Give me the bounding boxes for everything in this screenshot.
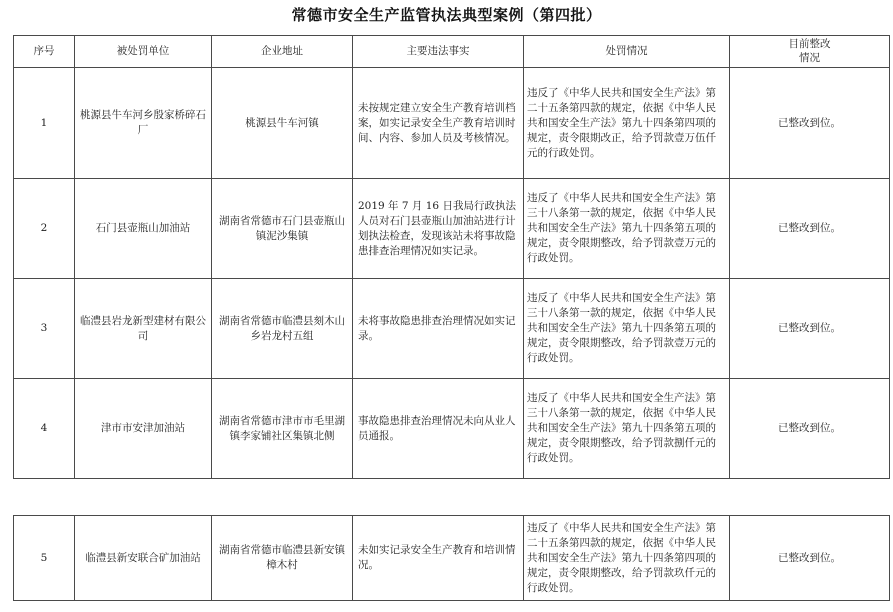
- cell-penalty: 违反了《中华人民共和国安全生产法》第三十八条第一款的规定，依据《中华人民共和国安全生产法》第九十四条第五项的规定，责令限期整改，给予罚款壹万元的行政处罚。: [524, 279, 730, 379]
- cell-violation: 未如实记录安全生产教育和培训情况。: [353, 516, 524, 601]
- cell-unit: 临澧县新安联合矿加油站: [75, 516, 212, 601]
- cell-unit: 桃源县牛车河乡殷家桥碎石厂: [75, 68, 212, 179]
- cell-violation: 2019 年 7 月 16 日我局行政执法人员对石门县壶瓶山加油站进行计划执法检查，发现该站未将事故隐患排查治理情况如实记录。: [353, 179, 524, 279]
- cell-address: 湖南省常德市临澧县刻木山乡岩龙村五组: [212, 279, 353, 379]
- table-row: [14, 68, 890, 179]
- cell-penalty: 违反了《中华人民共和国安全生产法》第三十八条第一款的规定，依据《中华人民共和国安全生产法》第九十四条第五项的规定，责令限期整改，给予罚款壹万元的行政处罚。: [524, 179, 730, 279]
- cell-status: 已整改到位。: [730, 516, 890, 601]
- cell-address: 湖南省常德市津市市毛里湖镇李家铺社区集镇北侧: [212, 379, 353, 479]
- table-row: [14, 179, 890, 279]
- cell-no: 2: [14, 179, 75, 279]
- cell-violation: 事故隐患排查治理情况未向从业人员通报。: [353, 379, 524, 479]
- cell-no: 4: [14, 379, 75, 479]
- cell-violation: 未将事故隐患排查治理情况如实记录。: [353, 279, 524, 379]
- cell-unit: 津市市安津加油站: [75, 379, 212, 479]
- cell-no: 1: [14, 68, 75, 179]
- cases-table-continued: [13, 515, 890, 601]
- document-title: 常德市安全生产监管执法典型案例（第四批）: [291, 6, 602, 24]
- cell-address: 湖南省常德市石门县壶瓶山镇泥沙集镇: [212, 179, 353, 279]
- cell-unit: 石门县壶瓶山加油站: [75, 179, 212, 279]
- header-status: 目前整改 情况: [730, 36, 890, 68]
- table-row: [14, 279, 890, 379]
- cell-status: 已整改到位。: [730, 279, 890, 379]
- cell-penalty: 违反了《中华人民共和国安全生产法》第二十五条第四款的规定，依据《中华人民共和国安全生产法》第九十四条第四项的规定，责令限期改正，给予罚款壹万伍仟元的行政处罚。: [524, 68, 730, 179]
- cell-status: 已整改到位。: [730, 379, 890, 479]
- header-penalty: 处罚情况: [524, 36, 730, 68]
- page-break: [0, 496, 893, 515]
- cell-unit: 临澧县岩龙新型建材有限公司: [75, 279, 212, 379]
- header-no: 序号: [14, 36, 75, 68]
- cell-address: 湖南省常德市临澧县新安镇樟木村: [212, 516, 353, 601]
- cell-no: 3: [14, 279, 75, 379]
- cell-violation: 未按规定建立安全生产教育培训档案，如实记录安全生产教育培训时间、内容、参加人员及考核情况。: [353, 68, 524, 179]
- header-unit: 被处罚单位: [75, 36, 212, 68]
- header-row: [14, 36, 890, 68]
- table-row: [14, 379, 890, 479]
- cell-status: 已整改到位。: [730, 179, 890, 279]
- cell-penalty: 违反了《中华人民共和国安全生产法》第三十八条第一款的规定，依据《中华人民共和国安全生产法》第九十四条第五项的规定，责令限期整改，给予罚款捌仟元的行政处罚。: [524, 379, 730, 479]
- cases-table: [13, 35, 890, 479]
- table-row: [14, 516, 890, 601]
- header-violation: 主要违法事实: [353, 36, 524, 68]
- cell-status: 已整改到位。: [730, 68, 890, 179]
- cell-no: 5: [14, 516, 75, 601]
- header-address: 企业地址: [212, 36, 353, 68]
- cell-address: 桃源县牛车河镇: [212, 68, 353, 179]
- cell-penalty: 违反了《中华人民共和国安全生产法》第二十五条第四款的规定，依据《中华人民共和国安全生产法》第九十四条第四项的规定，责令限期整改，给予罚款玖仟元的行政处罚。: [524, 516, 730, 601]
